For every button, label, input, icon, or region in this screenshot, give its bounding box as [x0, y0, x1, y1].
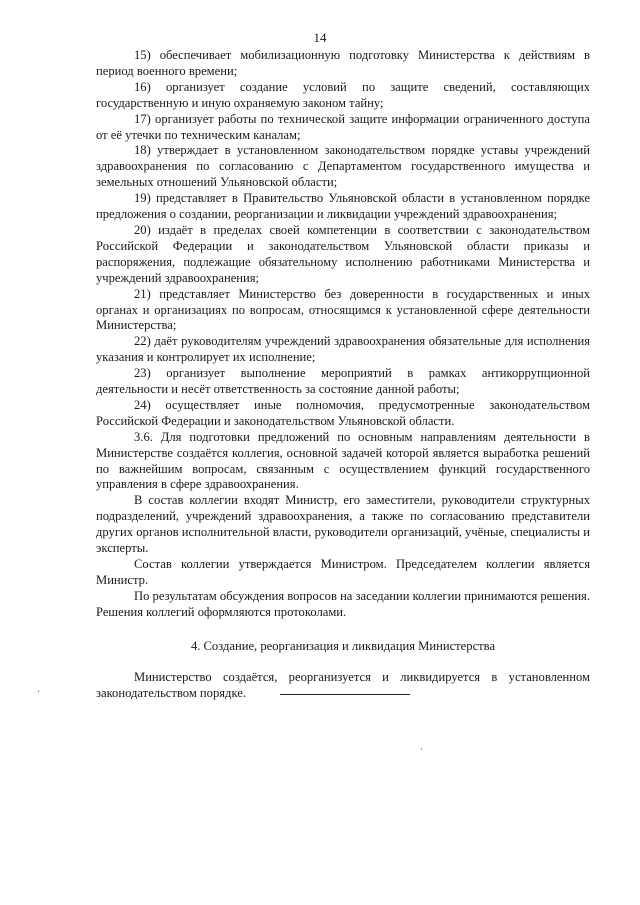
paragraph-item-15: 15) обеспечивает мобилизационную подготовку Министерства к действиям в период военного времени;: [96, 48, 590, 78]
section-4-heading: 4. Создание, реорганизация и ликвидация Министерства: [190, 638, 496, 653]
closing-rule: [280, 694, 410, 695]
paragraph-item-20: 20) издаёт в пределах своей компетенции в соответствии с законодательством Российской Федерации и законодательством Ульяновской области приказы и распоряжения, подлежащие обязательному исполнению работниками Министерства и учреждений здравоохранения;: [96, 222, 590, 285]
paragraph-item-21: 21) представляет Министерство без доверенности в государственных и иных органах и организациях по вопросам, относящимся к установленной сфере деятельности Министерства;: [96, 286, 590, 333]
section-4-paragraph: Министерство создаётся, реорганизуется и ликвидируется в установленном законодательством порядке.: [96, 669, 590, 700]
paragraph-item-18: 18) утверждает в установленном законодательством порядке уставы учреждений здравоохранения по согласованию с Департаментом государственного имущества и земельных отношений Ульяновской области;: [96, 143, 590, 190]
paragraph-item-24: 24) осуществляет иные полномочия, предусмотренные законодательством Российской Федерации и законодательством Ульяновской области.: [96, 397, 590, 428]
scan-speck: [421, 748, 422, 750]
page-number: 14: [313, 30, 327, 45]
paragraph-item-23: 23) организует выполнение мероприятий в рамках антикоррупционной деятельности и несёт ответственность за состояние данной работы;: [96, 366, 590, 397]
paragraph-collegium-composition: В состав коллегии входят Министр, его заместители, руководители структурных подразделений, учреждений здравоохранения, а также по согласованию представители других органов исполнительной власти, руководители организаций, учёные, специалисты и эксперты.: [96, 493, 590, 556]
scan-speck: [38, 690, 39, 692]
paragraph-item-22: 22) даёт руководителям учреждений здравоохранения обязательные для исполнения указания и контролирует их исполнение;: [96, 334, 590, 365]
paragraph-item-16: 16) организует создание условий по защите сведений, составляющих государственную и иную охраняемую законом тайну;: [96, 79, 590, 110]
paragraph-collegium-chair: Состав коллегии утверждается Министром. Председателем коллегии является Министр.: [96, 557, 590, 587]
paragraph-item-17: 17) организует работы по технической защите информации ограниченного доступа от её утечки по техническим каналам;: [96, 111, 590, 142]
paragraph-3-6: 3.6. Для подготовки предложений по основным направлениям деятельности в Министерстве создаётся коллегия, основной задачей которой является выработка решений по важнейшим вопросам, связанным с осуществлением функций государственного управления в сфере здравоохранения.: [96, 429, 590, 492]
paragraph-collegium-decisions: По результатам обсуждения вопросов на заседании коллегии принимаются решения. Решения коллегий оформляются протоколами.: [96, 588, 590, 619]
document-body: [96, 48, 590, 701]
paragraph-item-19: 19) представляет в Правительство Ульяновской области в установленном порядке предложения о создании, реорганизации и ликвидации учреждений здравоохранения;: [96, 191, 590, 222]
